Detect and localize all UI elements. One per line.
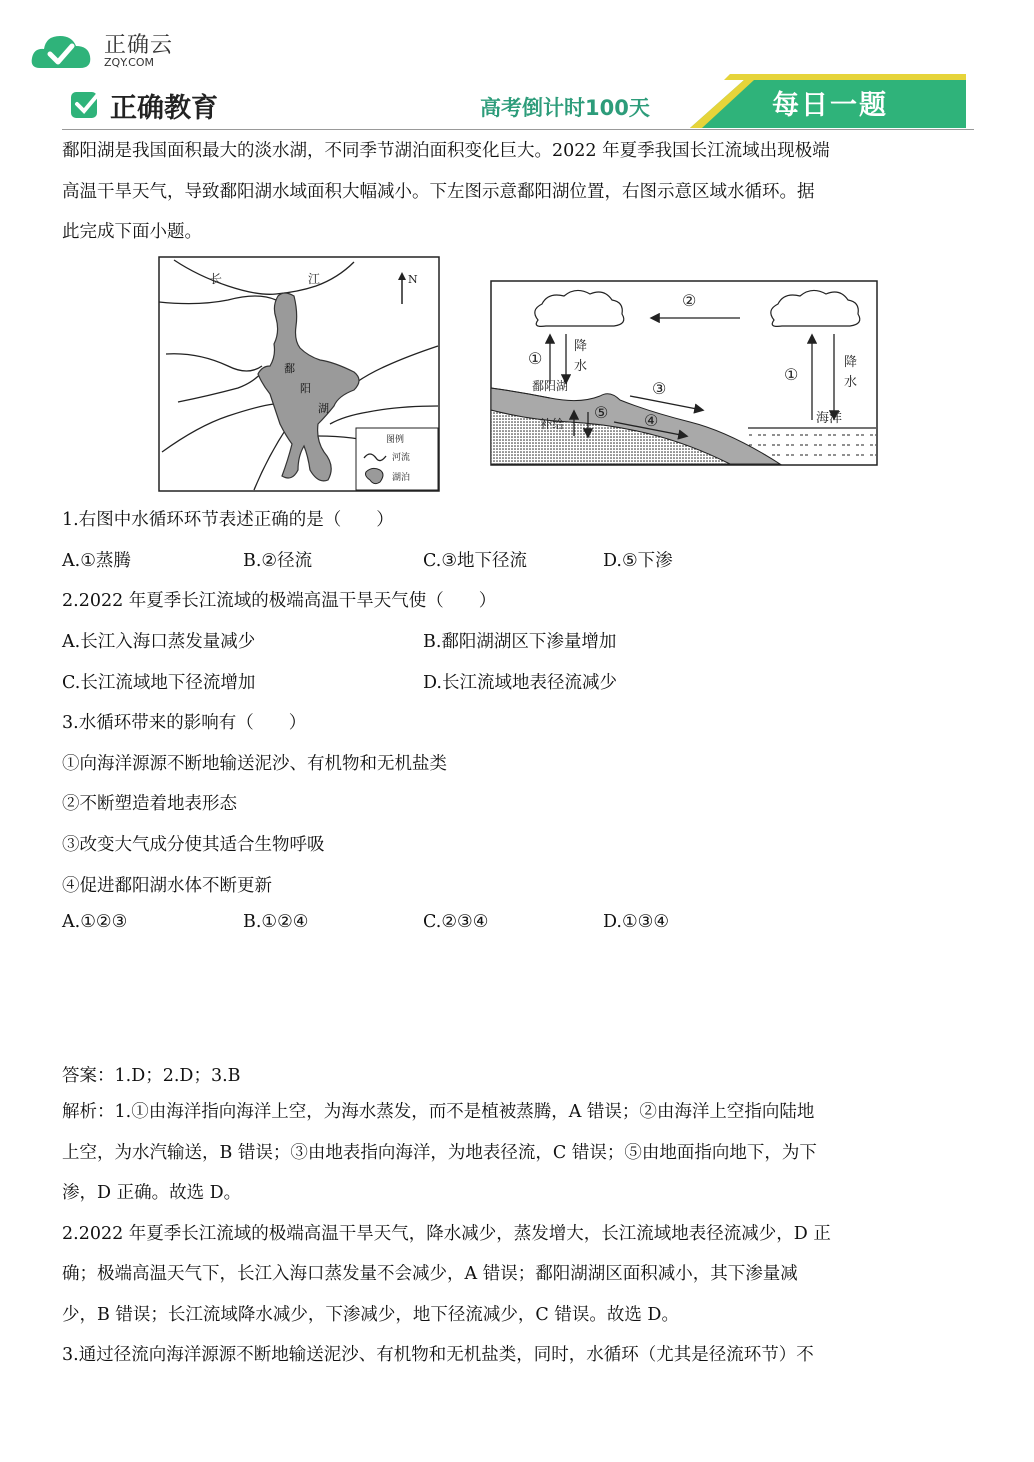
river-label: 长: [210, 272, 223, 286]
countdown-label: 高考倒计时100天: [480, 96, 650, 120]
water-cycle-diagram: [490, 280, 878, 466]
brand-name: 正确教育: [110, 93, 218, 124]
analysis-line: 3.通过径流向海洋源源不断地输送泥沙、有机物和无机盐类，同时，水循环（尤其是径流环节）不: [62, 1345, 814, 1365]
label-evaporation: ①: [784, 365, 799, 384]
q3-option-d: D.①③④: [603, 912, 670, 932]
q3-option-b: B.①②④: [243, 912, 309, 932]
answer-line: 答案：1.D；2.D；3.B: [62, 1066, 241, 1086]
q1-option-b: B.②径流: [243, 551, 313, 571]
q1-option-a: A.①蒸腾: [62, 551, 131, 571]
analysis-line: 确；极端高温天气下，长江入海口蒸发量不会减少，A 错误；鄱阳湖湖区面积减小，其下渗量减: [62, 1264, 798, 1284]
analysis-line: 解析：1.①由海洋指向海洋上空，为海水蒸发，而不是植被蒸腾，A 错误；②由海洋上空指向陆地: [62, 1102, 815, 1122]
analysis: [62, 1092, 962, 1376]
label-rain: 降: [574, 339, 588, 354]
map-legend: [356, 428, 438, 490]
q2-option-c: C.长江流域地下径流增加: [62, 673, 256, 693]
north-label: N: [408, 273, 418, 286]
label-underground-runoff: ④: [644, 411, 659, 430]
checkmark-icon: [70, 88, 102, 120]
legend-river: 河流: [392, 453, 411, 463]
q2-stem: 2.2022 年夏季长江流域的极端高温干旱天气使（ ）: [62, 591, 497, 611]
q3-option-a: A.①②③: [62, 912, 128, 932]
q2-option-a: A.长江入海口蒸发量减少: [62, 632, 256, 652]
intro-line: 此完成下面小题。: [62, 222, 202, 242]
q2-option-d: D.长江流域地表径流减少: [423, 673, 617, 693]
lake-label: 阳: [300, 382, 311, 395]
lake-label: 鄱: [284, 362, 295, 375]
logo-domain: ZQY.COM: [104, 56, 155, 69]
q3-option-c: C.②③④: [423, 912, 489, 932]
legend-lake: 湖泊: [392, 473, 411, 483]
intro-paragraph: [62, 131, 962, 253]
q1-stem: 1.右图中水循环环节表述正确的是（ ）: [62, 510, 394, 530]
q3-stem: 3.水循环带来的影响有（ ）: [62, 713, 307, 733]
banner-title: 每日一题: [772, 90, 888, 121]
analysis-line: 少，B 错误；长江流域降水减少，下渗减少，地下径流减少，C 错误。故选 D。: [62, 1304, 679, 1325]
q2-option-b: B.鄱阳湖湖区下渗量增加: [423, 632, 617, 652]
label-infiltration: ⑤: [594, 403, 609, 422]
label-ocean: 海洋: [816, 411, 843, 426]
q3-statement: ②不断塑造着地表形态: [62, 794, 237, 814]
lake-label: 湖: [318, 402, 329, 415]
q3-statement: ③改变大气成分使其适合生物呼吸: [62, 835, 325, 855]
q3-statement: ④促进鄱阳湖水体不断更新: [62, 876, 272, 896]
logo-text: 正确云: [104, 33, 174, 58]
analysis-line: 上空，为水汽输送，B 错误；③由地表指向海洋，为地表径流，C 错误；⑤由地面指向地下，为下: [62, 1142, 817, 1163]
label-evaporation: ①: [528, 349, 543, 368]
label-supply: 补给: [540, 417, 565, 431]
q1-option-d: D.⑤下渗: [603, 551, 673, 571]
intro-line: 鄱阳湖是我国面积最大的淡水湖，不同季节湖泊面积变化巨大。2022 年夏季我国长江流域出现极端: [62, 141, 830, 161]
q1-option-c: C.③地下径流: [423, 551, 528, 571]
label-surface-runoff: ③: [652, 379, 667, 398]
analysis-line: 渗，D 正确。故选 D。: [62, 1183, 242, 1203]
label-transport: ②: [682, 291, 697, 310]
analysis-line: 2.2022 年夏季长江流域的极端高温干旱天气，降水减少，蒸发增大，长江流域地表径流减少，D 正: [62, 1223, 831, 1244]
header-divider: [62, 129, 974, 130]
label-rain: 降: [844, 355, 858, 370]
label-lake: 鄱阳湖: [532, 379, 569, 393]
legend-title: 图例: [386, 435, 405, 445]
intro-line: 高温干旱天气，导致鄱阳湖水域面积大幅减小。下左图示意鄱阳湖位置，右图示意区域水循环。据: [62, 181, 815, 202]
poyang-location-map: [158, 256, 440, 492]
river-label: 江: [308, 272, 321, 286]
label-rain: 水: [574, 359, 588, 374]
q3-statement: ①向海洋源源不断地输送泥沙、有机物和无机盐类: [62, 754, 447, 774]
label-rain: 水: [844, 375, 858, 390]
